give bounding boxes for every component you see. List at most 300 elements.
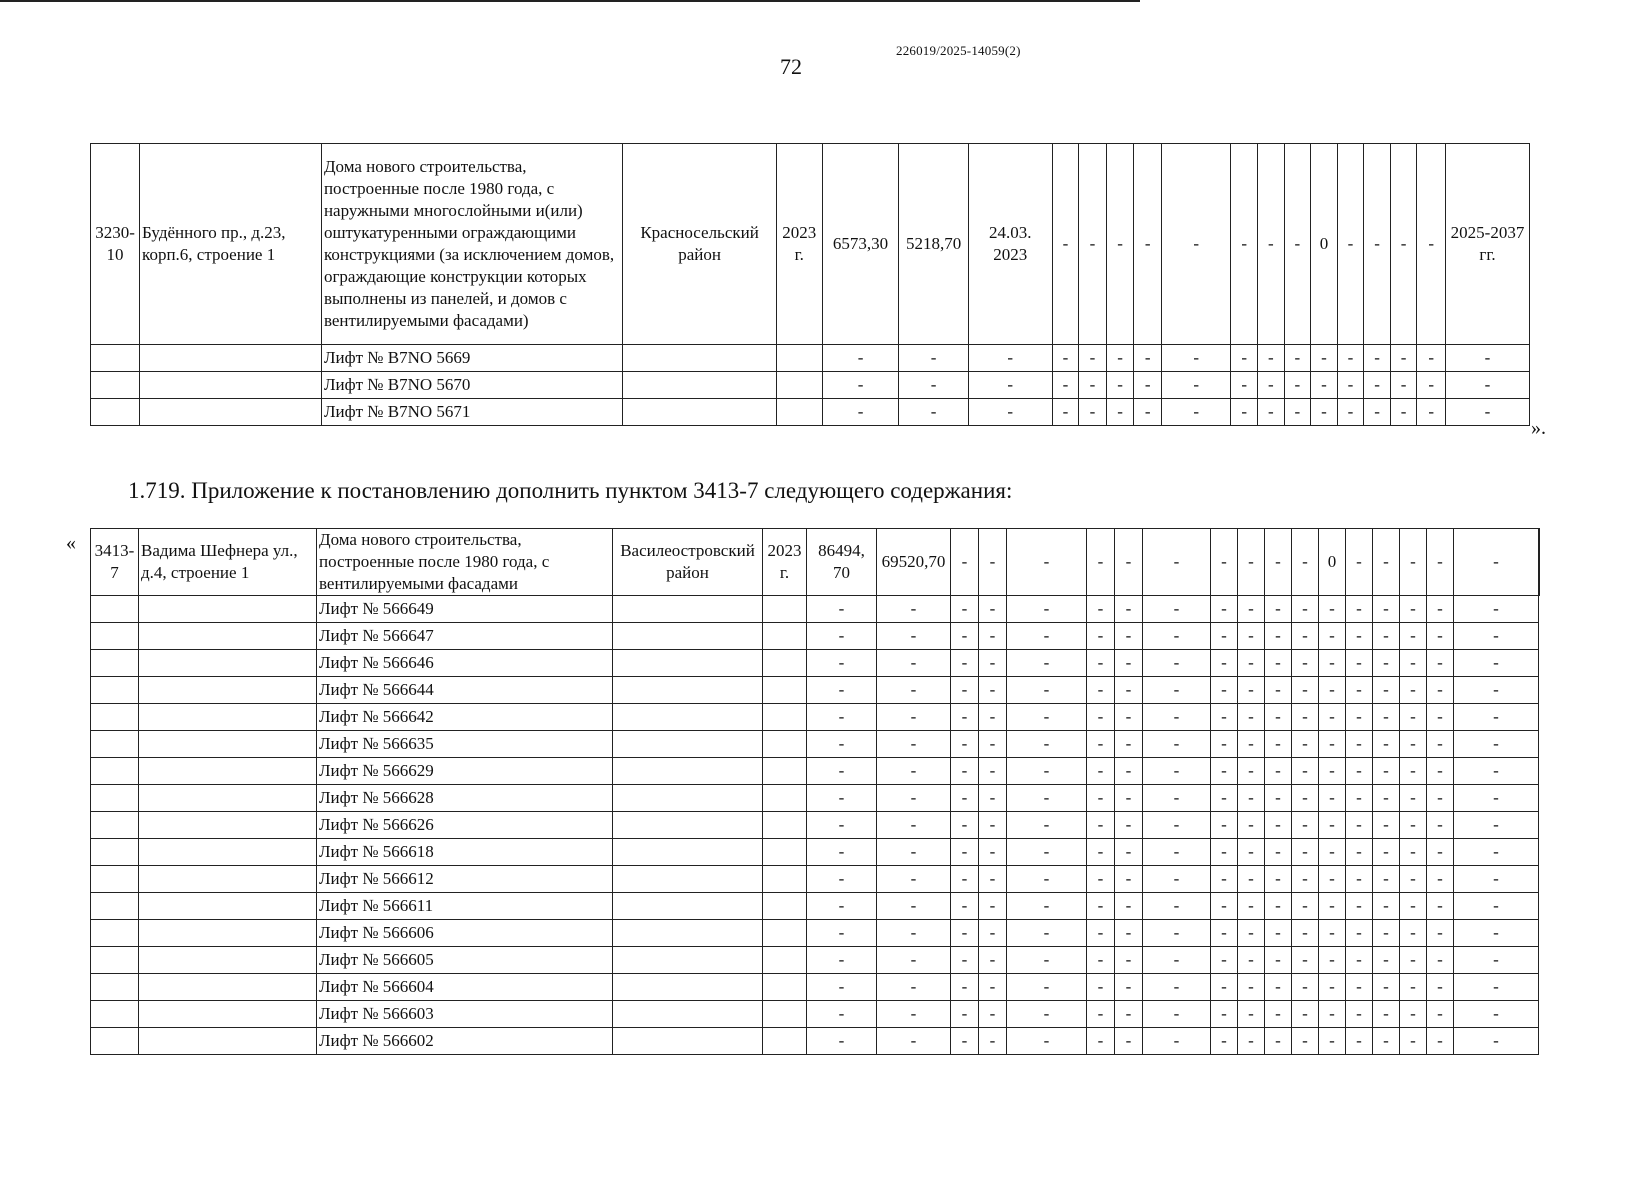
- lift-name: Лифт № 566647: [317, 623, 613, 650]
- top-rule: [0, 0, 1140, 2]
- dash-cell: -: [979, 785, 1007, 812]
- dash-cell: -: [1373, 1001, 1400, 1028]
- dash-cell: -: [1319, 623, 1346, 650]
- dash-cell: -: [1052, 399, 1079, 426]
- dash-cell: -: [951, 947, 979, 974]
- dash-cell: -: [1454, 650, 1539, 677]
- dash-cell: -: [1115, 866, 1143, 893]
- dash-cell: -: [1400, 893, 1427, 920]
- dash-cell: -: [1427, 596, 1454, 623]
- dash-cell: -: [1007, 677, 1087, 704]
- page-number: 72: [780, 54, 802, 79]
- dash-cell: -: [1087, 623, 1115, 650]
- dash-cell: -: [1427, 1001, 1454, 1028]
- dash-cell: -: [1292, 704, 1319, 731]
- dash-cell: -: [807, 1001, 877, 1028]
- empty-cell: [91, 372, 140, 399]
- empty-cell: [91, 650, 139, 677]
- lift-row: [91, 974, 1540, 1001]
- dash-cell: -: [1373, 758, 1400, 785]
- dash-cell: -: [877, 893, 951, 920]
- dash-cell: -: [1007, 758, 1087, 785]
- empty-cell: [613, 1028, 763, 1055]
- lift-name: Лифт № 566626: [317, 812, 613, 839]
- empty-cell: [91, 399, 140, 426]
- empty-cell: [623, 399, 776, 426]
- dash-cell: -: [1373, 866, 1400, 893]
- empty-cell: [91, 974, 139, 1001]
- dash-cell: -: [1284, 372, 1311, 399]
- empty-cell: [139, 866, 317, 893]
- dash-cell: -: [1238, 974, 1265, 1001]
- dash-cell: -: [807, 758, 877, 785]
- dash-cell: -: [1427, 920, 1454, 947]
- dash-cell: -: [1079, 399, 1107, 426]
- dash-cell: -: [1346, 650, 1373, 677]
- dash-cell: -: [1265, 812, 1292, 839]
- district: Красносельский район: [623, 144, 776, 345]
- lift-name: Лифт № 566606: [317, 920, 613, 947]
- dash-cell: -: [1211, 785, 1238, 812]
- dash-cell: -: [1007, 920, 1087, 947]
- dash-cell: -: [1143, 650, 1211, 677]
- dash-cell: -: [1211, 596, 1238, 623]
- dash-cell: -: [822, 345, 899, 372]
- dash-cell: -: [1346, 596, 1373, 623]
- empty-cell: [139, 839, 317, 866]
- dash-cell: -: [1087, 1001, 1115, 1028]
- dash-cell: -: [1007, 704, 1087, 731]
- lift-name: Лифт № 566612: [317, 866, 613, 893]
- empty-cell: [139, 812, 317, 839]
- empty-cell: [91, 1001, 139, 1028]
- dash-cell: -: [979, 866, 1007, 893]
- dash-cell: -: [1292, 758, 1319, 785]
- lift-row: [91, 623, 1540, 650]
- dash-cell: -: [877, 947, 951, 974]
- dash-cell: -: [979, 812, 1007, 839]
- dash-cell: -: [979, 920, 1007, 947]
- dash-cell: -: [1284, 345, 1311, 372]
- dash-cell: -: [1231, 372, 1258, 399]
- empty-cell: [139, 947, 317, 974]
- area-living: 5218,70: [899, 144, 968, 345]
- dash-cell: -: [1258, 399, 1285, 426]
- dash-cell: -: [1115, 758, 1143, 785]
- dash-cell: -: [1417, 399, 1446, 426]
- dash-cell: -: [1292, 839, 1319, 866]
- dash-cell: -: [1115, 812, 1143, 839]
- empty-cell: [763, 893, 807, 920]
- dash-cell: -: [1400, 1028, 1427, 1055]
- dash-cell: -: [1238, 866, 1265, 893]
- dash-cell: -: [807, 974, 877, 1001]
- dash-cell: -: [1427, 623, 1454, 650]
- dash-cell: -: [951, 785, 979, 812]
- dash-cell: -: [1346, 893, 1373, 920]
- dash-cell: -: [1115, 1001, 1143, 1028]
- dash-cell: -: [1292, 650, 1319, 677]
- dash-cell: -: [1454, 1001, 1539, 1028]
- lift-row: [91, 947, 1540, 974]
- lift-row: [91, 893, 1540, 920]
- dash-cell: -: [877, 650, 951, 677]
- dash-cell: -: [1143, 704, 1211, 731]
- dash-cell: -: [1052, 345, 1079, 372]
- dash-cell: -: [951, 623, 979, 650]
- dash-cell: -: [1400, 623, 1427, 650]
- dash-cell: -: [1346, 974, 1373, 1001]
- dash-cell: -: [1265, 704, 1292, 731]
- empty-cell: [763, 623, 807, 650]
- dash-cell: -: [1265, 974, 1292, 1001]
- dash-cell: -: [1346, 866, 1373, 893]
- lift-name: Лифт № 566602: [317, 1028, 613, 1055]
- lift-name: Лифт № B7NO 5670: [321, 372, 622, 399]
- dash-cell: -: [951, 893, 979, 920]
- dash-cell: -: [1087, 704, 1115, 731]
- dash-cell: -: [1211, 704, 1238, 731]
- empty-cell: [139, 785, 317, 812]
- dash-cell: -: [1238, 704, 1265, 731]
- dash-cell: -: [979, 758, 1007, 785]
- dash-cell: -: [1115, 947, 1143, 974]
- dash-cell: -: [1007, 893, 1087, 920]
- dash-cell: -: [1319, 596, 1346, 623]
- dash-cell: -: [979, 1001, 1007, 1028]
- dash-cell: -: [1390, 345, 1417, 372]
- dash-cell: -: [1454, 893, 1539, 920]
- empty-cell: [613, 650, 763, 677]
- dash-cell: -: [1087, 1028, 1115, 1055]
- empty-cell: [613, 623, 763, 650]
- dash-cell: -: [1311, 399, 1338, 426]
- empty-cell: [91, 785, 139, 812]
- empty-cell: [776, 345, 822, 372]
- dash-cell: -: [1454, 812, 1539, 839]
- dash-cell: -: [979, 1028, 1007, 1055]
- dash-cell: -: [1454, 974, 1539, 1001]
- value-cell: -: [1134, 144, 1162, 345]
- empty-cell: [139, 596, 317, 623]
- dash-cell: -: [1346, 785, 1373, 812]
- lift-name: Лифт № 566604: [317, 974, 613, 1001]
- dash-cell: -: [1454, 947, 1539, 974]
- lift-row: [91, 920, 1540, 947]
- empty-cell: [763, 947, 807, 974]
- empty-cell: [139, 731, 317, 758]
- dash-cell: -: [1400, 758, 1427, 785]
- empty-cell: [763, 785, 807, 812]
- dash-cell: -: [1265, 920, 1292, 947]
- dash-cell: -: [1211, 839, 1238, 866]
- dash-cell: -: [1211, 1028, 1238, 1055]
- empty-cell: [139, 974, 317, 1001]
- dash-cell: -: [1134, 345, 1162, 372]
- dash-cell: -: [1143, 677, 1211, 704]
- value-cell: -: [1231, 144, 1258, 345]
- empty-cell: [91, 677, 139, 704]
- table-building-3230-10: [90, 143, 1530, 426]
- dash-cell: -: [1115, 785, 1143, 812]
- dash-cell: -: [1265, 947, 1292, 974]
- dash-cell: -: [1265, 785, 1292, 812]
- dash-cell: -: [1292, 677, 1319, 704]
- dash-cell: -: [951, 1028, 979, 1055]
- empty-cell: [613, 758, 763, 785]
- dash-cell: -: [1417, 345, 1446, 372]
- empty-cell: [763, 866, 807, 893]
- dash-cell: -: [1319, 1028, 1346, 1055]
- empty-cell: [91, 866, 139, 893]
- dash-cell: -: [1427, 974, 1454, 1001]
- dash-cell: -: [1292, 596, 1319, 623]
- dash-cell: -: [1337, 372, 1364, 399]
- value-cell: -: [1238, 529, 1265, 596]
- value-cell: -: [1258, 144, 1285, 345]
- dash-cell: -: [1007, 650, 1087, 677]
- dash-cell: -: [1319, 974, 1346, 1001]
- amendment-paragraph: 1.719. Приложение к постановлению дополнить пунктом 3413-7 следующего содержания:: [128, 478, 1013, 503]
- empty-cell: [763, 731, 807, 758]
- dash-cell: -: [1319, 677, 1346, 704]
- dash-cell: -: [1211, 650, 1238, 677]
- dash-cell: -: [1292, 1028, 1319, 1055]
- dash-cell: -: [1346, 839, 1373, 866]
- lift-row: [91, 812, 1540, 839]
- dash-cell: -: [1087, 596, 1115, 623]
- dash-cell: -: [1143, 1001, 1211, 1028]
- dash-cell: -: [1115, 974, 1143, 1001]
- dash-cell: -: [979, 839, 1007, 866]
- dash-cell: -: [951, 650, 979, 677]
- lift-name: Лифт № B7NO 5671: [321, 399, 622, 426]
- dash-cell: -: [1143, 731, 1211, 758]
- dash-cell: -: [877, 731, 951, 758]
- empty-cell: [91, 947, 139, 974]
- lift-row: [91, 704, 1540, 731]
- dash-cell: -: [1373, 839, 1400, 866]
- lift-row: [91, 731, 1540, 758]
- dash-cell: -: [1087, 839, 1115, 866]
- dash-cell: -: [1087, 920, 1115, 947]
- dash-cell: -: [1265, 1001, 1292, 1028]
- dash-cell: -: [807, 650, 877, 677]
- lift-row: [91, 1001, 1540, 1028]
- dash-cell: -: [1346, 623, 1373, 650]
- dash-cell: -: [1052, 372, 1079, 399]
- empty-cell: [613, 704, 763, 731]
- dash-cell: -: [979, 623, 1007, 650]
- dash-cell: -: [1007, 866, 1087, 893]
- dash-cell: -: [1400, 785, 1427, 812]
- empty-cell: [139, 1001, 317, 1028]
- dash-cell: -: [1238, 596, 1265, 623]
- lift-name: Лифт № 566618: [317, 839, 613, 866]
- empty-cell: [763, 704, 807, 731]
- dash-cell: -: [1319, 866, 1346, 893]
- row-number: 3413-7: [91, 529, 139, 596]
- dash-cell: -: [1373, 785, 1400, 812]
- dash-cell: -: [1390, 399, 1417, 426]
- value-cell: -: [1211, 529, 1238, 596]
- dash-cell: -: [1265, 893, 1292, 920]
- dash-cell: -: [1211, 920, 1238, 947]
- dash-cell: -: [1284, 399, 1311, 426]
- dash-cell: -: [1211, 947, 1238, 974]
- value-cell: -: [1400, 529, 1427, 596]
- dash-cell: -: [1427, 947, 1454, 974]
- dash-cell: -: [899, 399, 968, 426]
- empty-cell: [613, 812, 763, 839]
- dash-cell: -: [1373, 623, 1400, 650]
- dash-cell: -: [1292, 866, 1319, 893]
- dash-cell: -: [877, 812, 951, 839]
- lift-name: Лифт № 566635: [317, 731, 613, 758]
- dash-cell: -: [1319, 920, 1346, 947]
- dash-cell: -: [951, 866, 979, 893]
- dash-cell: -: [1454, 866, 1539, 893]
- dash-cell: -: [1400, 677, 1427, 704]
- dash-cell: -: [1115, 893, 1143, 920]
- dash-cell: -: [1292, 623, 1319, 650]
- dash-cell: -: [1346, 920, 1373, 947]
- dash-cell: -: [1427, 677, 1454, 704]
- dash-cell: -: [1454, 596, 1539, 623]
- value-cell: -: [1079, 144, 1107, 345]
- dash-cell: -: [1143, 947, 1211, 974]
- lift-name: Лифт № 566642: [317, 704, 613, 731]
- dash-cell: -: [1007, 812, 1087, 839]
- dash-cell: -: [1400, 731, 1427, 758]
- dash-cell: -: [1087, 650, 1115, 677]
- dash-cell: -: [1087, 866, 1115, 893]
- dash-cell: -: [1087, 785, 1115, 812]
- dash-cell: -: [1364, 399, 1391, 426]
- dash-cell: -: [1417, 372, 1446, 399]
- dash-cell: -: [1427, 839, 1454, 866]
- empty-cell: [139, 650, 317, 677]
- dash-cell: -: [1238, 758, 1265, 785]
- empty-cell: [613, 596, 763, 623]
- empty-cell: [91, 345, 140, 372]
- document-number: 226019/2025-14059(2): [896, 43, 1021, 58]
- empty-cell: [623, 372, 776, 399]
- dash-cell: -: [951, 974, 979, 1001]
- empty-cell: [613, 920, 763, 947]
- value-cell: -: [1284, 144, 1311, 345]
- dash-cell: -: [1115, 731, 1143, 758]
- empty-cell: [613, 866, 763, 893]
- dash-cell: -: [1454, 677, 1539, 704]
- building-type: Дома нового строительства, построенные после 1980 года, с вентилируемыми фасадами: [317, 529, 613, 596]
- dash-cell: -: [1373, 812, 1400, 839]
- dash-cell: -: [1106, 345, 1134, 372]
- dash-cell: -: [1087, 893, 1115, 920]
- dash-cell: -: [877, 785, 951, 812]
- dash-cell: -: [1319, 758, 1346, 785]
- dash-cell: -: [979, 596, 1007, 623]
- dash-cell: -: [1143, 596, 1211, 623]
- dash-cell: -: [807, 1028, 877, 1055]
- dash-cell: -: [1373, 1028, 1400, 1055]
- dash-cell: -: [1373, 677, 1400, 704]
- dash-cell: -: [1238, 1028, 1265, 1055]
- dash-cell: -: [1211, 623, 1238, 650]
- year: 2023 г.: [776, 144, 822, 345]
- dash-cell: -: [951, 677, 979, 704]
- opening-quote: «: [66, 532, 76, 554]
- dash-cell: -: [807, 947, 877, 974]
- empty-cell: [763, 974, 807, 1001]
- dash-cell: -: [807, 731, 877, 758]
- dash-cell: -: [1292, 731, 1319, 758]
- lift-row: [91, 650, 1540, 677]
- empty-cell: [613, 947, 763, 974]
- lift-row: [91, 372, 1530, 399]
- dash-cell: -: [822, 399, 899, 426]
- dash-cell: -: [1238, 893, 1265, 920]
- dash-cell: -: [877, 623, 951, 650]
- dash-cell: -: [1319, 704, 1346, 731]
- value-cell: -: [1337, 144, 1364, 345]
- empty-cell: [91, 596, 139, 623]
- main-row: [91, 144, 1530, 345]
- empty-cell: [139, 623, 317, 650]
- empty-cell: [763, 1028, 807, 1055]
- empty-cell: [613, 1001, 763, 1028]
- dash-cell: -: [1238, 947, 1265, 974]
- dash-cell: -: [1007, 731, 1087, 758]
- dash-cell: -: [1400, 596, 1427, 623]
- dash-cell: -: [1087, 758, 1115, 785]
- dash-cell: -: [1427, 650, 1454, 677]
- empty-cell: [91, 704, 139, 731]
- dash-cell: -: [1346, 677, 1373, 704]
- dash-cell: -: [1161, 399, 1230, 426]
- empty-cell: [91, 1028, 139, 1055]
- value-cell: -: [1087, 529, 1115, 596]
- area-total: 6573,30: [822, 144, 899, 345]
- dash-cell: -: [1265, 623, 1292, 650]
- value-cell: -: [951, 529, 979, 596]
- dash-cell: -: [1373, 650, 1400, 677]
- dash-cell: -: [877, 758, 951, 785]
- dash-cell: -: [1115, 623, 1143, 650]
- dash-cell: -: [1427, 1028, 1454, 1055]
- dash-cell: -: [1454, 623, 1539, 650]
- dash-cell: -: [877, 596, 951, 623]
- dash-cell: -: [807, 596, 877, 623]
- dash-cell: -: [1143, 839, 1211, 866]
- dash-cell: -: [951, 596, 979, 623]
- empty-cell: [763, 650, 807, 677]
- dash-cell: -: [807, 920, 877, 947]
- dash-cell: -: [1427, 866, 1454, 893]
- dash-cell: -: [1292, 1001, 1319, 1028]
- dash-cell: -: [877, 866, 951, 893]
- value-cell: -: [1364, 144, 1391, 345]
- dash-cell: -: [1400, 947, 1427, 974]
- dash-cell: -: [1106, 399, 1134, 426]
- dash-cell: -: [1454, 1028, 1539, 1055]
- lift-name: Лифт № 566611: [317, 893, 613, 920]
- dash-cell: -: [1427, 785, 1454, 812]
- dash-cell: -: [1427, 812, 1454, 839]
- dash-cell: -: [1319, 785, 1346, 812]
- lift-row: [91, 677, 1540, 704]
- dash-cell: -: [1079, 372, 1107, 399]
